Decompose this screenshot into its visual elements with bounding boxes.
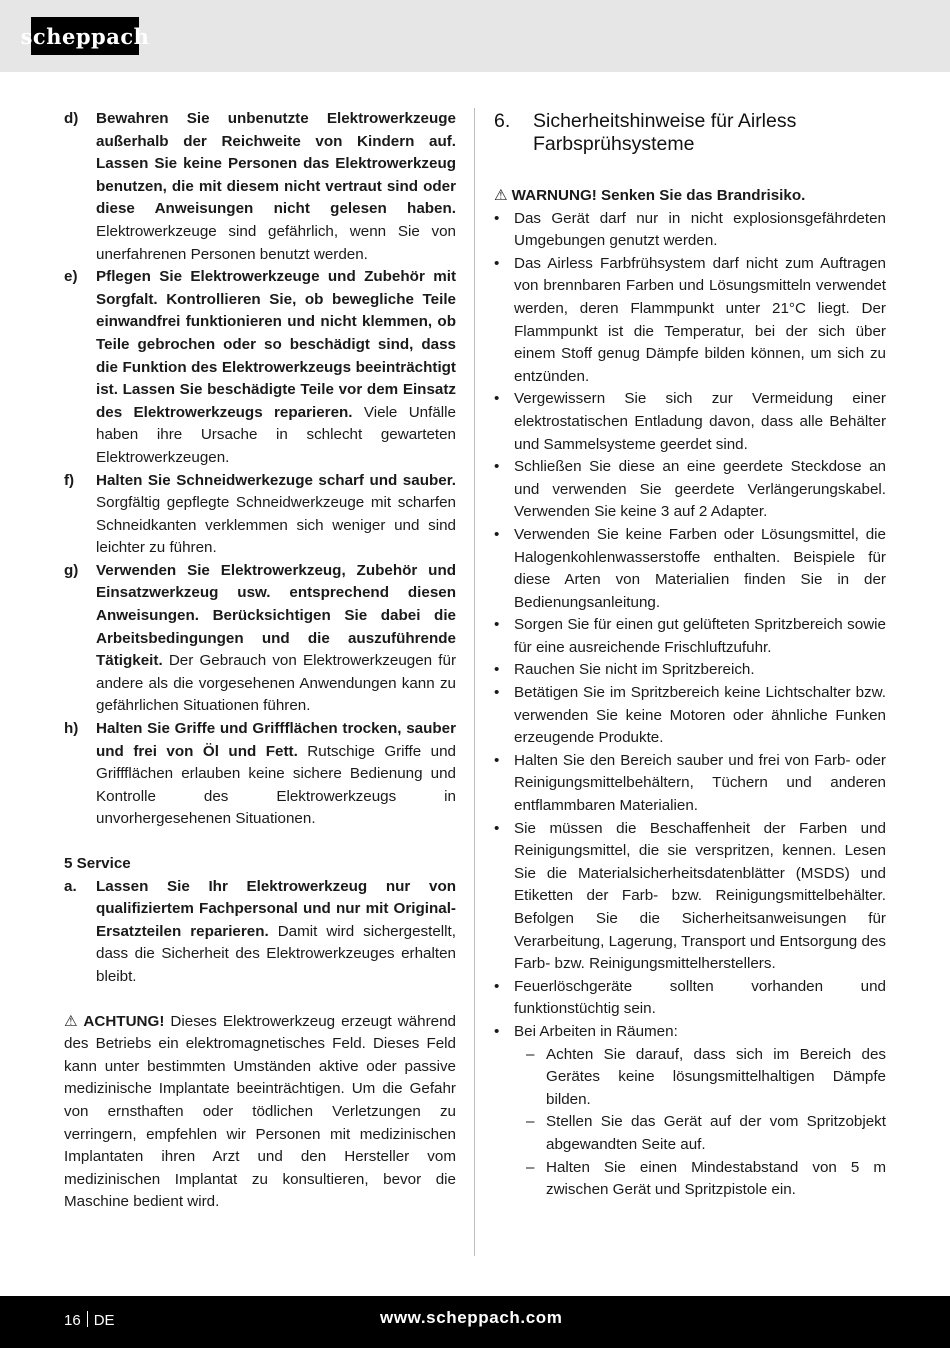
bullet-text: Achten Sie darauf, dass sich im Bereich des Gerätes keine lösungsmittelhaltigen Dämpfe bilden. [546,1045,886,1108]
bullet-dot-icon: • [494,661,500,679]
bullet-item [494,388,886,456]
sub-bullet-item [494,1157,886,1202]
item-body: Elektrowerkzeuge sind gefährlich, wenn Sie von unerfahrenen Personen benutzt werden. [96,222,456,263]
bullet-text: Sorgen Sie für einen gut gelüfteten Spritzbereich sowie für eine ausreichende Frischluftzufuhr. [514,616,886,656]
bullet-item [494,750,886,818]
item-label: d) [64,110,79,127]
dash-icon: – [526,1158,535,1176]
bullet-item [494,976,886,1021]
bullet-item [494,818,886,976]
sub-bullet-list [494,1044,886,1202]
item-text [96,876,456,989]
bullet-dot-icon: • [494,616,500,634]
list-item [64,266,456,469]
bullet-text: Verwenden Sie keine Farben oder Lösungsmittel, die Halogenkohlenwasserstoffe enthalten. Beispiele für diese Arten von Materialien finden Sie in der Bedienungsanleitung. [514,525,886,611]
service-heading: 5 Service [64,855,131,872]
bullet-dot-icon: • [494,751,500,769]
bullet-text: Schließen Sie diese an eine geerdete Steckdose an und verwenden Sie geerdete Verlängerungskabel. Verwenden Sie keine 3 auf 2 Adapter. [514,458,886,521]
column-divider [474,108,475,1256]
language-code: DE [93,1312,115,1329]
bullet-item [494,456,886,524]
bullet-dot-icon: • [494,254,500,272]
warning-triangle-icon: ⚠ [494,187,508,204]
bullet-item [494,614,886,659]
item-body: Rutschige Griffe und Griffflächen erlauben keine sichere Bedienung und Kontrolle des Elektrowerkzeugs in unvorhergesehenen Situationen. [96,742,456,828]
sub-bullet-item [494,1111,886,1156]
website-link[interactable]: www.scheppach.com [380,1308,563,1327]
bullet-item [494,659,886,682]
bullet-text: Bei Arbeiten in Räumen: [514,1022,678,1040]
item-text [96,108,456,266]
item-body: Sorgfältig gepflegte Schneidwerkzeuge mit scharfen Schneidkanten verklemmen sich weniger und sind leichter zu führen. [96,494,456,557]
item-emphasis: Halten Sie Schneidwerkezuge scharf und sauber. [96,471,456,489]
warning-triangle-icon: ⚠ [64,1012,80,1030]
bullet-dot-icon: • [494,390,500,408]
sub-bullet-item [494,1044,886,1112]
warning-line [494,185,886,208]
section-heading [494,110,886,156]
bullet-dot-icon: • [494,458,500,476]
section-title: Sicherheitshinweise für Airless Farbsprühsysteme [533,110,797,155]
list-item [64,876,456,989]
bullet-item [494,208,886,253]
bullet-text: Das Gerät darf nur in nicht explosionsgefährdeten Umgebungen genutzt werden. [514,209,886,250]
list-item [64,108,456,266]
bullet-dot-icon: • [494,1022,500,1040]
item-emphasis: Pflegen Sie Elektrowerkzeuge und Zubehör mit Sorgfalt. Kontrollieren Sie, ob bewegliche Teile einwandfrei funktionieren und nicht klemmen, ob Teile gebrochen oder so beschädigt sind, dass die Funktion des Elektrowerkzeugs beeinträchtigt ist. Lassen Sie beschädigte Teile vor dem Einsatz des Elektrowerkzeugs reparieren. [96,268,456,421]
separator [87,1311,88,1327]
list-item [64,560,456,718]
item-label: h) [64,720,79,738]
footer-bar [0,1296,950,1348]
bullet-dot-icon: • [494,977,500,995]
bullet-dot-icon: • [494,684,500,702]
item-emphasis: Lassen Sie Ihr Elektrowerkzeug nur von qualifiziertem Fachpersonal und nur mit Original-Ersatzteilen reparieren. [96,877,456,940]
bullet-item [494,682,886,750]
list-item [64,718,456,831]
item-body: Viele Unfälle haben ihre Ursache in schlecht gewarteten Elektrowerkzeugen. [96,403,456,466]
item-text [96,718,456,831]
dash-icon: – [526,1045,535,1063]
page-indicator [64,1311,115,1329]
service-list [64,876,456,989]
item-body: Der Gebrauch von Elektrowerkzeugen für andere als die vorgesehenen Anwendungen kann zu gefährlichen Situationen führen. [96,652,456,715]
bullet-dot-icon: • [494,209,500,227]
bullet-item [494,253,886,389]
scheppach-logo [20,17,150,55]
item-label: e) [64,268,78,286]
left-column [64,108,456,1214]
item-text [96,266,456,469]
caution-paragraph [64,1011,456,1214]
bullet-item [494,1021,886,1044]
bullet-text: Rauchen Sie nicht im Spritzbereich. [514,661,755,679]
bullet-text: Betätigen Sie im Spritzbereich keine Lichtschalter bzw. verwenden Sie keine Motoren oder ähnliche Funken erzeugende Produkte. [514,684,886,747]
warning-text: WARNUNG! Senken Sie das Brandrisiko. [511,187,806,204]
item-label: a. [64,877,77,895]
right-column [494,108,886,1202]
brand-name: scheppach [20,23,150,49]
list-item [64,470,456,560]
bullet-dot-icon: • [494,525,500,543]
item-body: Damit wird sichergestellt, dass die Sicherheit des Elektrowerkzeuges erhalten bleibt. [96,922,456,985]
bullet-text: Halten Sie den Bereich sauber und frei von Farb- oder Reinigungsmittelbehältern, Tüchern und anderen entflammbaren Materialien. [514,751,886,815]
item-text [96,470,456,560]
bullet-text: Halten Sie einen Mindestabstand von 5 m zwischen Gerät und Spritzpistole ein. [546,1158,886,1199]
item-label: f) [64,471,75,489]
bullet-text: Das Airless Farbfrühsystem darf nicht zum Auftragen von brennbaren Farben und Lösungsmitteln verwendet werden, deren Flammpunkt unter 21°C liegt. Der Flammpunkt ist die Temperatur, bei der sich über einem Stoff genug Dämpfe bilden können, um sich zu entzünden. [514,254,886,385]
safety-list [64,108,456,831]
caution-label: ACHTUNG! [83,1012,165,1030]
bullet-text: Feuerlöschgeräte sollten vorhanden und funktionstüchtig sein. [514,977,886,1018]
page-number: 16 [64,1312,81,1329]
bullet-item [494,524,886,614]
item-text [96,560,456,718]
bullet-text: Vergewissern Sie sich zur Vermeidung einer elektrostatischen Entladung davon, dass alle Behälter und Sammelsysteme geerdet sind. [514,390,886,453]
header-band [0,0,950,72]
bullet-dot-icon: • [494,819,500,837]
item-label: g) [64,561,79,579]
bullet-text: Stellen Sie das Gerät auf der vom Spritzobjekt abgewandten Seite auf. [546,1113,886,1153]
bullet-list [494,208,886,1044]
caution-text: Dieses Elektrowerkzeug erzeugt während des Betriebs ein elektromagnetisches Feld. Dieses Feld kann unter bestimmten Umständen aktive oder passive medizinische Implantate beeinträchtigen. Um die Gefahr von ernsthaften oder tödlichen Verletzungen zu verringern, empfehlen wir Personen mit medizinischen Implantaten ihren Arzt und den Hersteller vom medizinischen Implantat zu konsultieren, bevor die Maschine bedient wird. [64,1012,457,1211]
item-emphasis: Bewahren Sie unbenutzte Elektrowerkzeuge außerhalb der Reichweite von Kindern auf. Lassen Sie keine Personen das Elektrowerkzeug benutzen, die mit diesem nicht vertraut sind oder diese Anweisungen nicht gelesen haben. [96,110,456,218]
item-emphasis: Verwenden Sie Elektrowerkzeug, Zubehör und Einsatzwerkzeug usw. entsprechend diesen Anweisungen. Berücksichtigen Sie dabei die Arbeitsbedingungen und die auszuführende Tätigkeit. [96,561,456,670]
section-number: 6. [494,110,511,132]
bullet-text: Sie müssen die Beschaffenheit der Farben und Reinigungsmittel, die sie verspritzen, kennen. Lesen Sie die Materialsicherheitsdatenblätter (MSDS) und Etiketten der Farb- bzw. Reinigungsmittelbehälter. Befolgen Sie die Sicherheitsanweisungen für Verarbeitung, Lagerung, Transport und Entsorgung des Farb- bzw. Reinigungsmittelherstellers. [514,819,886,973]
item-emphasis: Halten Sie Griffe und Griffflächen trocken, sauber und frei von Öl und Fett. [96,720,456,760]
dash-icon: – [526,1113,535,1131]
